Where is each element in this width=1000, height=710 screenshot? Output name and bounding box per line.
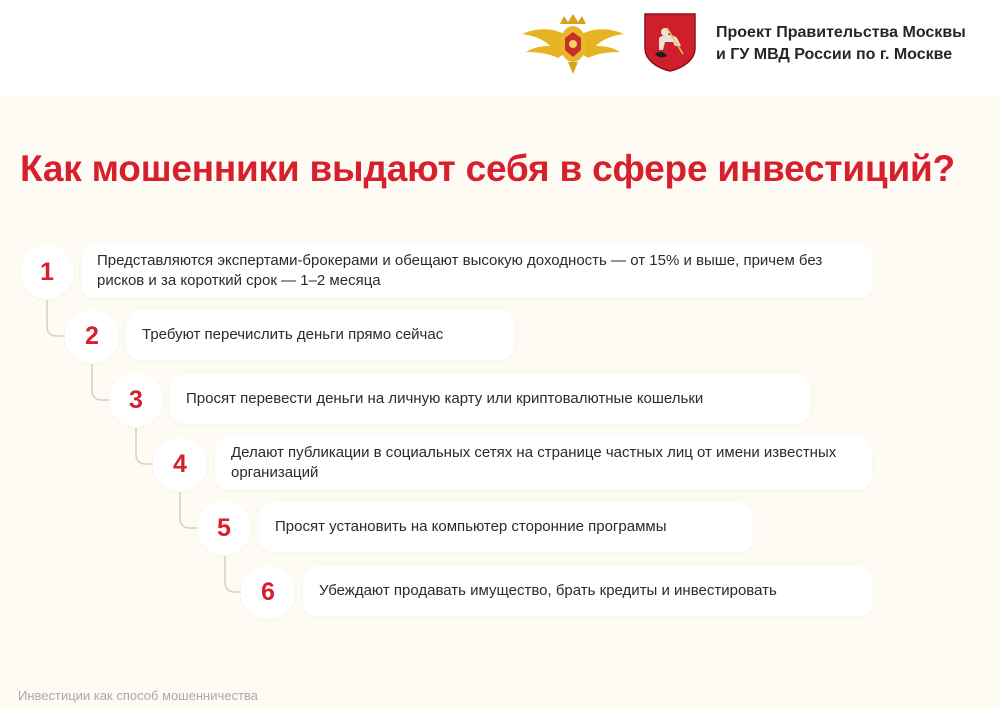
header-line-1: Проект Правительства Москвы — [716, 24, 966, 41]
step-card-1 — [81, 244, 873, 298]
step-card-6 — [303, 566, 873, 616]
step-text-2: Требуют перечислить деньги прямо сейчас — [142, 326, 444, 343]
page-title: Как мошенники выдают себя в сфере инвестиций? — [20, 148, 955, 189]
step-text-6: Убеждают продавать имущество, брать кредиты и инвестировать — [319, 582, 777, 599]
step-number-3: 3 — [109, 373, 163, 427]
step-card-5 — [259, 502, 753, 552]
connector-4-5 — [180, 492, 198, 528]
step-number-6: 6 — [241, 565, 295, 619]
header-line-2: и ГУ МВД России по г. Москве — [716, 46, 953, 63]
step-text-4: Делают публикации в социальных сетях на странице частных лиц от имени известных организаций — [231, 444, 837, 481]
step-number-2: 2 — [65, 309, 119, 363]
step-number-5: 5 — [197, 501, 251, 555]
step-card-2 — [126, 310, 514, 360]
connector-1-2 — [47, 300, 66, 336]
step-text-1: Представляются экспертами-брокерами и обещают высокую доходность — от 15% и выше, причем без рисков и за короткий срок — 1–2 месяца — [97, 252, 823, 289]
connector-5-6 — [225, 556, 243, 592]
step-card-4 — [215, 436, 872, 490]
step-card-3 — [170, 374, 810, 424]
connector-2-3 — [92, 364, 110, 400]
connector-3-4 — [136, 428, 154, 464]
step-number-1: 1 — [20, 245, 74, 299]
step-number-4: 4 — [153, 437, 207, 491]
step-text-3: Просят перевести деньги на личную карту или криптовалютные кошельки — [186, 390, 704, 407]
footer-caption: Инвестиции как способ мошенничества — [18, 688, 258, 703]
step-text-5: Просят установить на компьютер сторонние программы — [275, 518, 667, 535]
